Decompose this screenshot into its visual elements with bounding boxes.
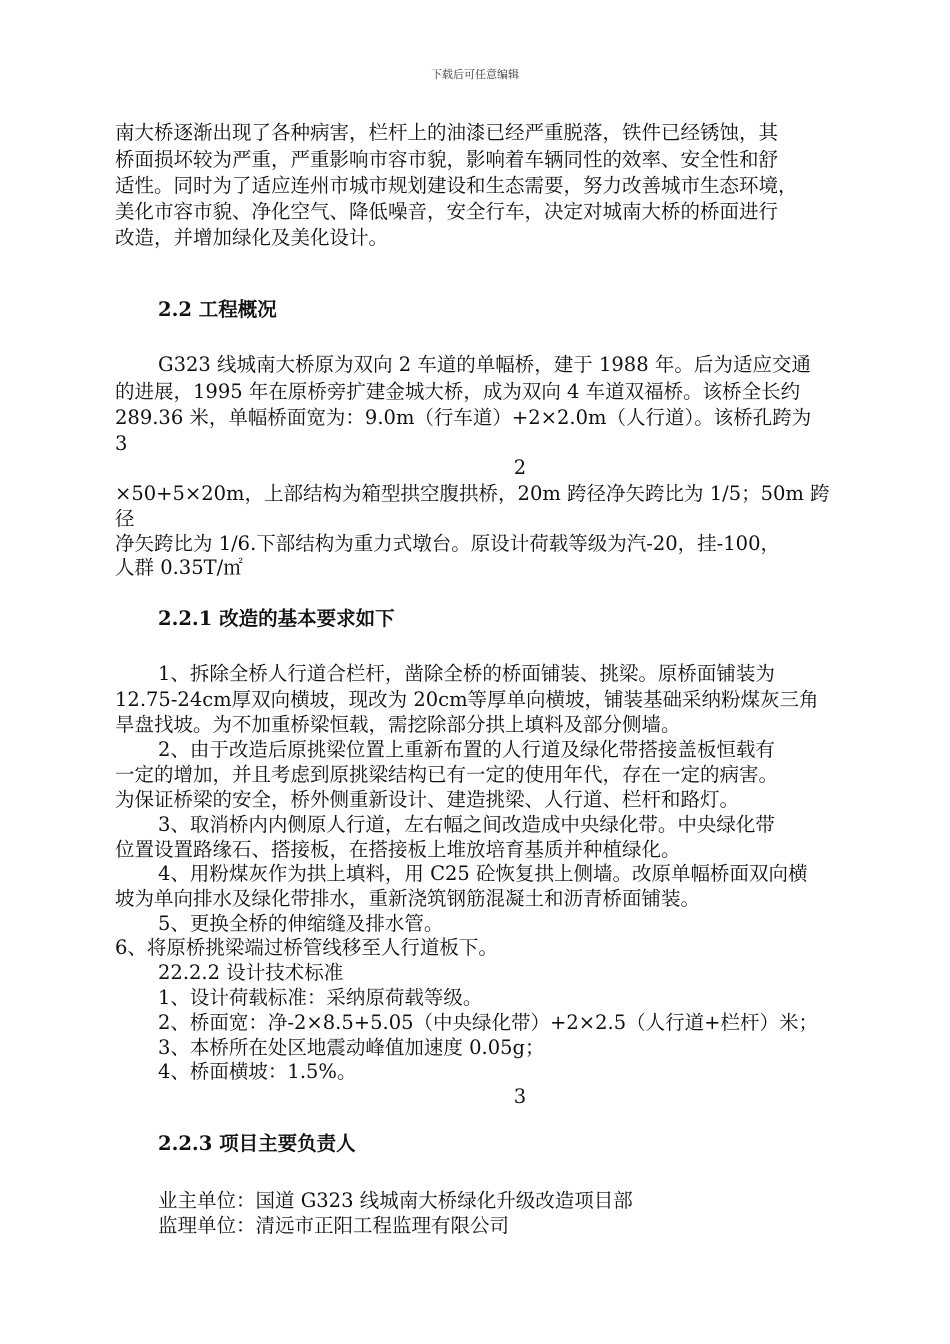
text-line: G323 线城南大桥原为双向 2 车道的单幅桥，建于 1988 年。后为适应交通	[158, 353, 811, 376]
text-line: ×50+5×20m，上部结构为箱型拱空腹拱桥，20m 跨径净矢跨比为 1/5；50m 跨	[115, 482, 830, 505]
header-note: 下载后可任意编辑	[431, 68, 519, 81]
text-line: 适性。同时为了适应连州市城市规划建设和生态需要，努力改善城市生态环境，	[115, 174, 798, 197]
text-line: 12.75-24cm厚双向横坡，现改为 20cm等厚单向横坡，铺装基础采纳粉煤灰三角	[115, 688, 819, 711]
page-number: 3	[513, 1085, 527, 1108]
text-line: 改造，并增加绿化及美化设计。	[115, 226, 389, 249]
text-line: 美化市容市貌、净化空气、降低噪音，安全行车，决定对城南大桥的桥面进行	[115, 200, 779, 223]
text-line: 6、将原桥挑梁端过桥管线移至人行道板下。	[115, 936, 498, 959]
section-heading-2-2-1: 2.2.1 改造的基本要求如下	[158, 607, 395, 630]
text-line: 3	[115, 432, 128, 455]
text-line: 业主单位：国道 G323 线城南大桥绿化升级改造项目部	[158, 1189, 633, 1212]
text-line: 3、取消桥内内侧原人行道，左右幅之间改造成中央绿化带。中央绿化带	[158, 813, 775, 836]
text-line: 坡为单向排水及绿化带排水，重新浇筑钢筋混凝土和沥青桥面铺装。	[115, 887, 701, 910]
section-heading-2-2-3: 2.2.3 项目主要负责人	[158, 1132, 356, 1155]
text-line: 旱盘找坡。为不加重桥梁恒载，需挖除部分拱上填料及部分侧墙。	[115, 713, 681, 736]
text-line: 5、更换全桥的伸缩缝及排水管。	[158, 912, 444, 935]
text-line: 22.2.2 设计技术标准	[158, 961, 344, 984]
text-line: 为保证桥梁的安全，桥外侧重新设计、建造挑梁、人行道、栏杆和路灯。	[115, 788, 740, 811]
text-line: 2、桥面宽：净-2×8.5+5.05（中央绿化带）+2×2.5（人行道+栏杆）米；	[158, 1011, 818, 1034]
text-line: 净矢跨比为 1/6.下部结构为重力式墩台。原设计荷载等级为汽-20，挂-100，	[115, 532, 780, 555]
text-line: 桥面损坏较为严重，严重影响市容市貌，影响着车辆同性的效率、安全性和舒	[115, 148, 779, 171]
text-line: 的进展，1995 年在原桥旁扩建金城大桥，成为双向 4 车道双福桥。该桥全长约	[115, 380, 801, 403]
text-line: 4、桥面横坡：1.5%。	[158, 1060, 357, 1083]
text-line: 289.36 米，单幅桥面宽为：9.0m（行车道）+2×2.0m（人行道）。该桥孔跨为	[115, 406, 812, 429]
text-line: 监理单位：清远市正阳工程监理有限公司	[158, 1214, 510, 1237]
text-line: 3、本桥所在处区地震动峰值加速度 0.05g；	[158, 1036, 545, 1059]
text-line: 人群 0.35T/㎡	[115, 556, 243, 579]
page-number: 2	[513, 456, 527, 479]
text-line: 1、拆除全桥人行道合栏杆，凿除全桥的桥面铺装、挑梁。原桥面铺装为	[158, 662, 775, 685]
section-heading-2-2: 2.2 工程概况	[158, 298, 277, 321]
text-line: 4、用粉煤灰作为拱上填料，用 C25 砼恢复拱上侧墙。改原单幅桥面双向横	[158, 862, 808, 885]
text-line: 径	[115, 507, 135, 530]
text-line: 位置设置路缘石、搭接板，在搭接板上堆放培育基质并种植绿化。	[115, 838, 681, 861]
text-line: 南大桥逐渐出现了各种病害，栏杆上的油漆已经严重脱落，铁件已经锈蚀，其	[115, 121, 779, 144]
text-line: 1、设计荷载标准：采纳原荷载等级。	[158, 986, 483, 1009]
text-line: 2、由于改造后原挑梁位置上重新布置的人行道及绿化带搭接盖板恒载有	[158, 738, 775, 761]
text-line: 一定的增加，并且考虑到原挑梁结构已有一定的使用年代，存在一定的病害。	[115, 763, 779, 786]
